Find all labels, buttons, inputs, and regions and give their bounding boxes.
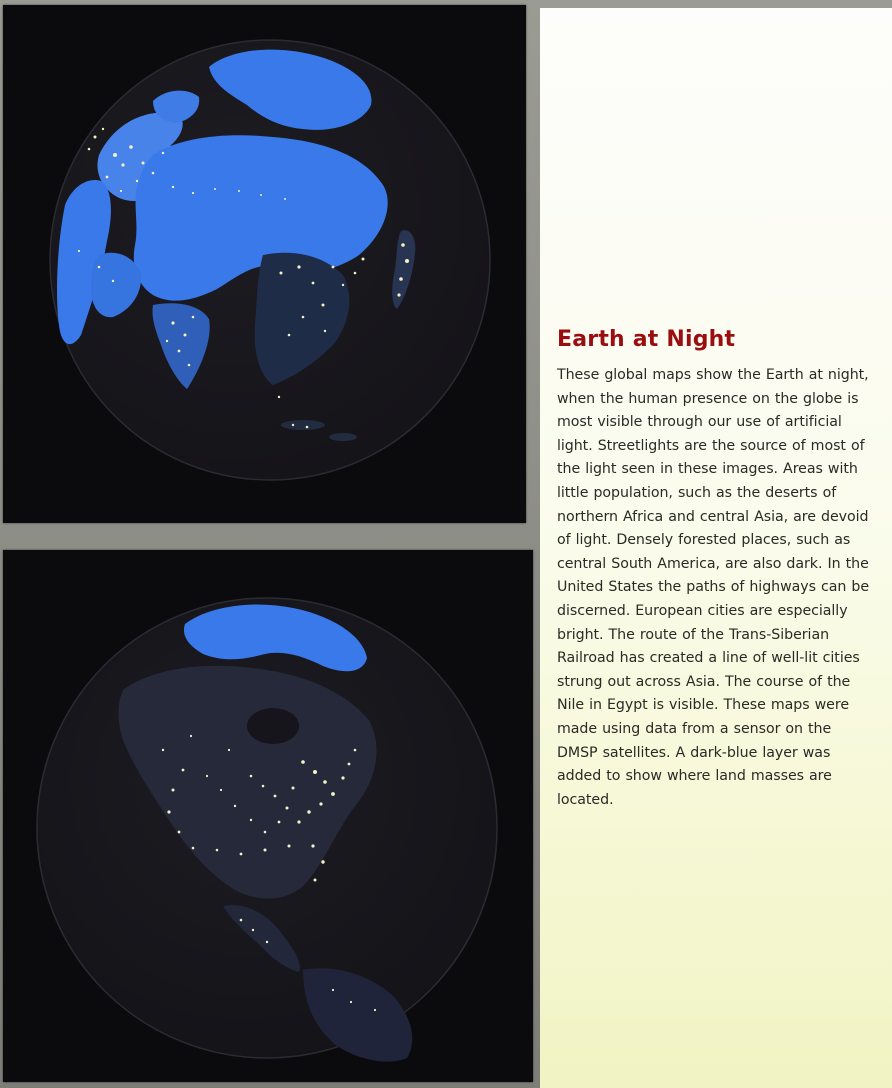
caption-title: Earth at Night [557,327,736,352]
globe-eurasia-image [3,5,526,523]
island [329,433,357,441]
globe-north-america-image [3,550,533,1082]
hudson-bay [247,708,299,744]
globe-eurasia-panel [3,5,526,523]
caption-body: These global maps show the Earth at night, when the human presence on the globe is most visible through our use of artificial light. Streetlights are the source of most of the light seen in these images. Areas with little population, such as the deserts of northern Africa and central Asia, are devoid of light. Densely forested places, such as central South America, are also dark. In the United States the paths of highways can be discerned. European cities are especially bright. The route of the Trans-Siberian Railroad has created a line of well-lit cities strung out across Asia. The course of the Nile in Egypt is visible. These maps were made using data from a sensor on the DMSP satellites. A dark-blue layer was added to show where land masses are located. [557,367,870,808]
globe-north-america-panel [3,550,533,1082]
caption-block [557,322,875,812]
island [281,420,325,430]
